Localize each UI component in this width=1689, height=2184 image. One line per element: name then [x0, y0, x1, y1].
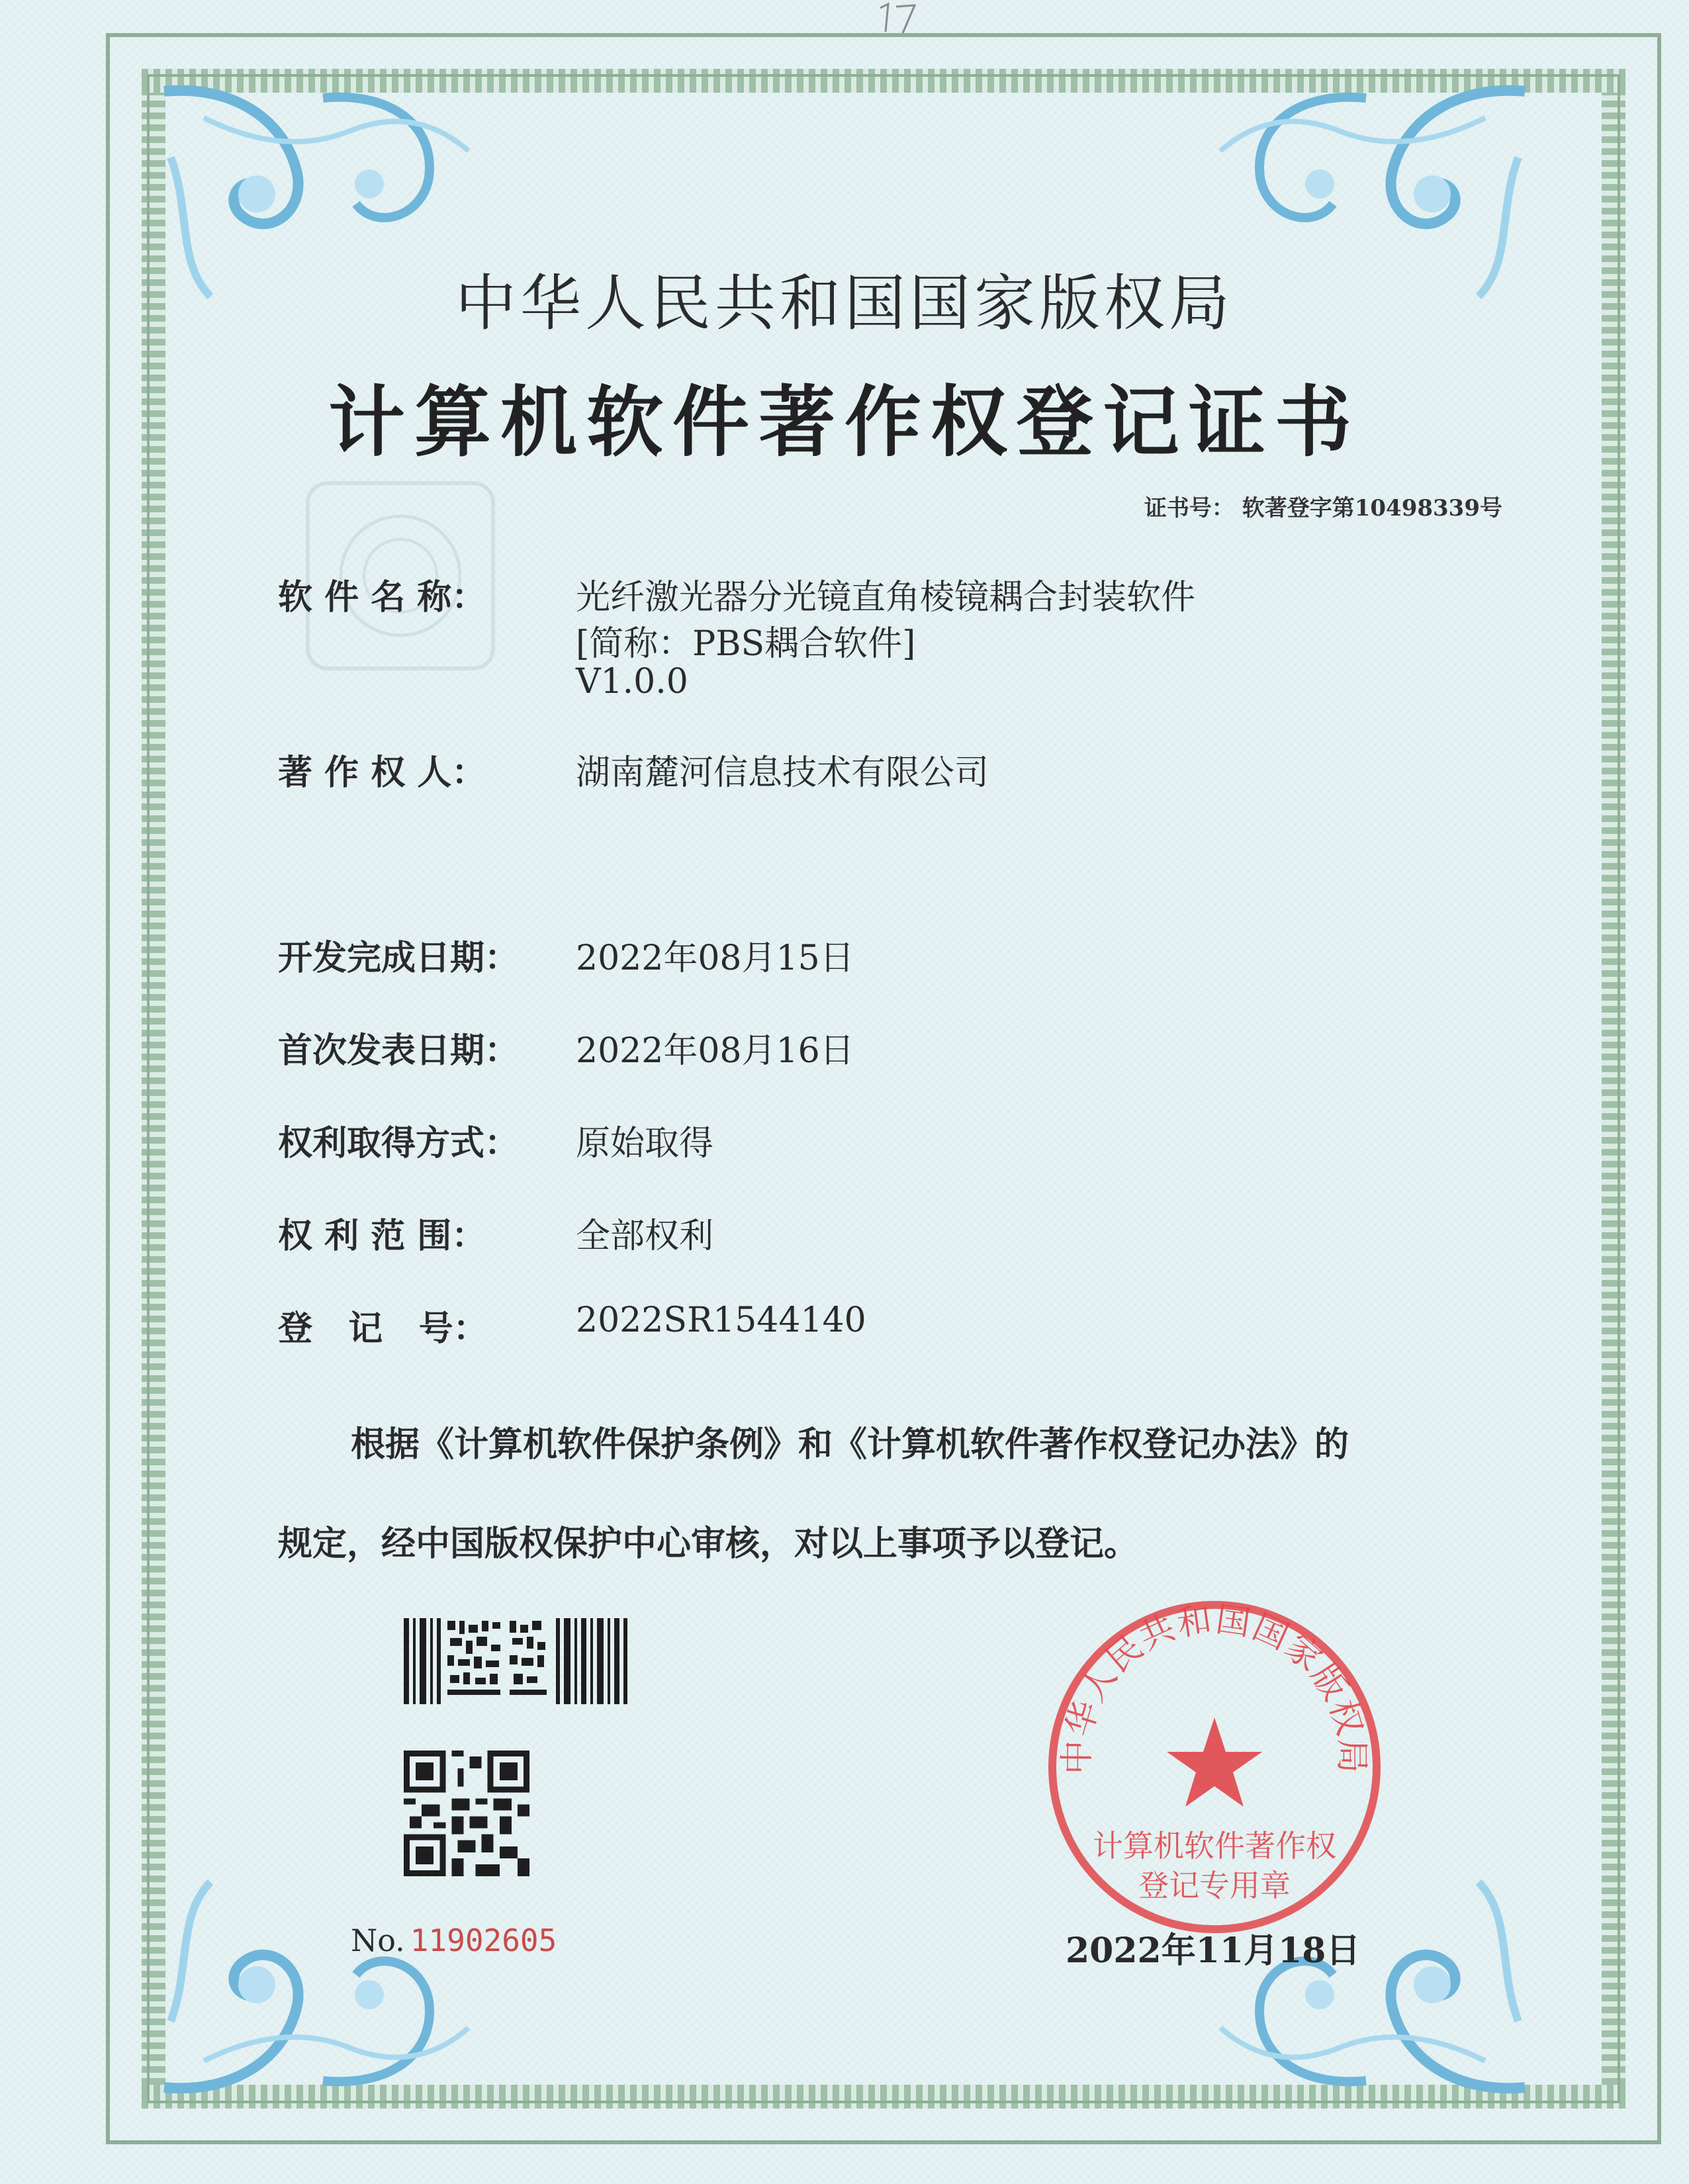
rights-scope: 全部权利	[576, 1216, 714, 1256]
issue-date: 2022年11月18日	[1066, 1931, 1361, 1971]
serial-prefix: No.	[351, 1923, 405, 1958]
corner-ornament-bottom-left	[151, 1862, 495, 2101]
serial-number: 11902605	[410, 1923, 557, 1958]
seal-star-icon	[1167, 1717, 1262, 1807]
copyright-holder: 湖南麓河信息技术有限公司	[576, 753, 989, 793]
document-title: 计算机软件著作权登记证书	[328, 377, 1361, 467]
rights-acquisition: 原始取得	[576, 1124, 714, 1163]
qr-code	[404, 1751, 529, 1876]
seal-ring-text: 中华人民共和国国家版权局	[1057, 1600, 1372, 1775]
official-seal	[1042, 1595, 1387, 1939]
certificate-number: 证书号： 软著登字第10498339号	[1144, 495, 1502, 522]
software-name: 光纤激光器分光镜直角棱镜耦合封装软件	[576, 578, 1196, 617]
seal-inner-line-1: 计算机软件著作权	[1093, 1828, 1336, 1864]
software-name-label: 软 件 名 称：	[278, 577, 486, 617]
registration-number: 2022SR1544140	[576, 1300, 866, 1340]
first-publish-date-label: 首次发表日期：	[278, 1030, 520, 1071]
first-publish-date: 2022年08月16日	[576, 1031, 854, 1071]
statement-line-2: 规定，经中国版权保护中心审核，对以上事项予以登记。	[278, 1524, 1139, 1564]
certificate-serial	[351, 1923, 557, 1958]
copyright-holder-label: 著 作 权 人：	[278, 752, 486, 793]
rights-scope-label: 权 利 范 围：	[278, 1216, 486, 1256]
seal-inner-line-2: 登记专用章	[1138, 1868, 1291, 1903]
dev-complete-date-label: 开发完成日期：	[278, 938, 520, 978]
issuer-title: 中华人民共和国国家版权局	[455, 268, 1234, 339]
barcode	[404, 1618, 629, 1704]
software-version: V1.0.0	[576, 662, 688, 702]
registration-number-label: 登 记 号：	[278, 1308, 488, 1349]
rights-acquisition-label: 权利取得方式：	[278, 1123, 520, 1163]
dev-complete-date: 2022年08月15日	[576, 938, 854, 978]
software-short-name: [简称：PBS耦合软件]	[576, 624, 916, 664]
statement-line-1: 根据《计算机软件保护条例》和《计算机软件著作权登记办法》的	[351, 1424, 1349, 1465]
